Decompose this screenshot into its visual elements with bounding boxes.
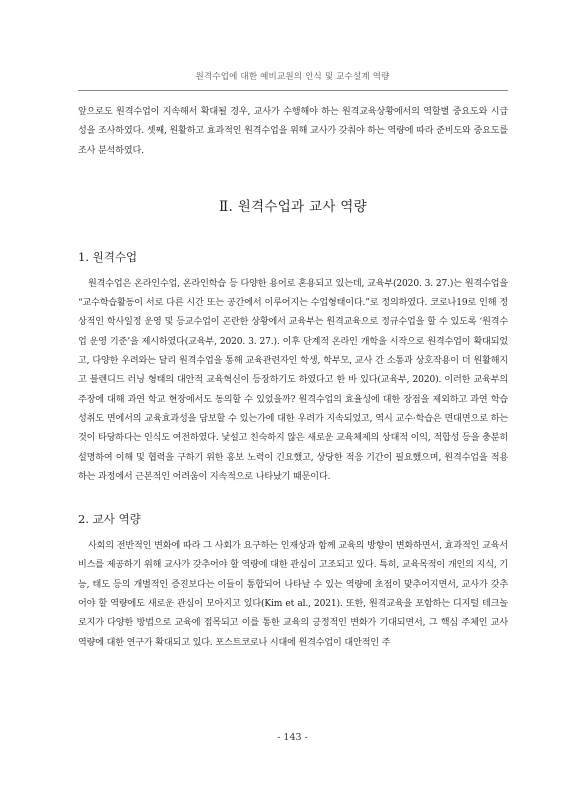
header-divider bbox=[78, 90, 508, 91]
section-title-remote-classes: 1. 원격수업 bbox=[78, 249, 138, 264]
main-content bbox=[78, 103, 508, 653]
section-title-teacher-competency: 2. 교사 역량 bbox=[78, 512, 141, 527]
section-paragraph-remote-classes: 원격수업은 온라인수업, 온라인학습 등 다양한 용어로 혼용되고 있는데, 교육부(2020. 3. 27.)는 원격수업을 “교수학습활동이 서로 다른 시간 또는 공간에서 이루어지는 수업형태이다.”로 정의하였다. 코로나19로 인해 정상적인 학사일정 운영 및 등교수업이 곤란한 상황에서 교육부는 원격교육으로 정규수업을 할 수 있도록 ‘원격수업 운영 기준’을 제시하였다(교육부, 2020. 3. 27.). 이후 단계적 온라인 개학을 시작으로 원격수업이 확대되었고, 다양한 우려와는 달리 원격수업을 통해 교육관련자인 학생, 학부모, 교사 간 소통과 상호작용이 더 원활해지고 블렌디드 러닝 형태의 대안적 교육혁신이 등장하기도 하였다고 한 바 있다(교육부, 2020). 이러한 교육부의 주장에 대해 과연 학교 현장에서도 동의할 수 있었을까? 원격수업의 효율성에 대한 장점을 제외하고 과연 학습성취도 면에서의 교육효과성을 담보할 수 있는가에 대한 우려가 지속되었고, 역시 교수·학습은 면대면으로 하는 것이 타당하다는 인식도 여전하였다. 낯설고 친숙하지 않은 새로운 교육체제의 상대적 이익, 적합성 등을 충분히 설명하여 이해 및 협력을 구하기 위한 홍보 노력이 긴요했고, 상당한 적응 기간이 필요했으며, 원격수업을 적용하는 과정에서 근본적인 어려움이 지속적으로 나타났기 때문이다. bbox=[78, 278, 508, 482]
intro-paragraph: 앞으로도 원격수업이 지속해서 확대될 경우, 교사가 수행해야 하는 원격교육상황에서의 역할별 중요도와 시급성을 조사하였다. 셋째, 원활하고 효과적인 원격수업을 위해 교사가 갖춰야 하는 역량에 따라 준비도와 중요도를 조사 분석하였다. bbox=[78, 107, 508, 156]
page-number: - 143 - bbox=[277, 732, 308, 743]
running-header: 원격수업에 대한 예비교원의 인식 및 교수설계 역량 bbox=[195, 72, 390, 82]
section-paragraph-teacher-competency: 사회의 전반적인 변화에 따라 그 사회가 요구하는 인재상과 함께 교육의 방향이 변화하면서, 효과적인 교육서비스를 제공하기 위해 교사가 갖추어야 할 역량에 대한 관심이 고조되고 있다. 특히, 교육목적이 개인의 지식, 기능, 태도 등의 개별적인 증진보다는 이들이 통합되어 나타날 수 있는 역량에 초점이 맞추어지면서, 교사가 갖추어야 할 역량에도 새로운 관심이 모아지고 있다(Kim et al., 2021). 또한, 원격교육을 포함하는 디지털 테크놀로지가 다양한 방법으로 교육에 접목되고 이를 통한 교육의 긍정적인 변화가 기대되면서, 그 핵심 주체인 교사 역량에 대한 연구가 확대되고 있다. 포스트코로나 시대에 원격수업이 대안적인 주 bbox=[78, 541, 508, 648]
chapter-title: Ⅱ. 원격수업과 교사 역량 bbox=[219, 198, 367, 215]
